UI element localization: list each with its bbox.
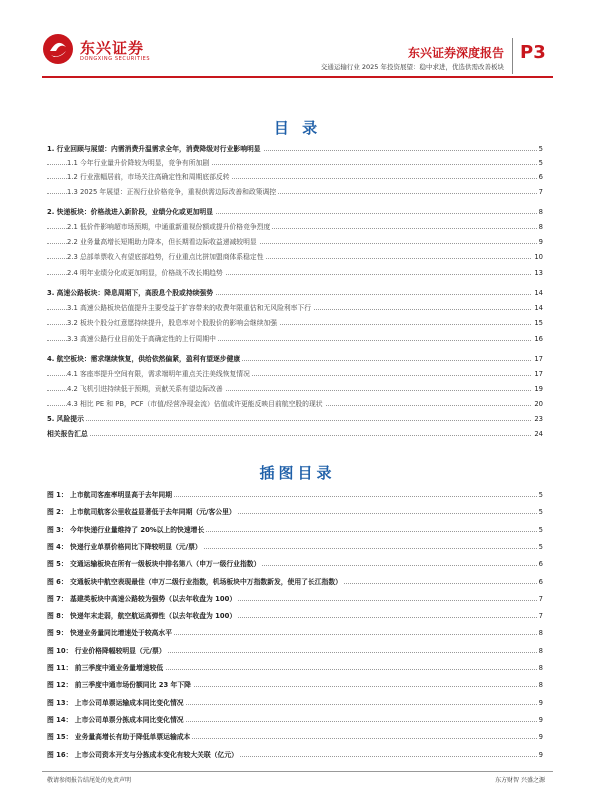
figure-entry-page: 7 [538, 612, 543, 621]
toc-entry-page: 24 [534, 430, 543, 438]
figure-entry[interactable] [47, 662, 543, 674]
figure-entry-title: 图 9： 快递业务量同比增速处于较高水平 [47, 629, 173, 638]
toc-entry-page: 8 [538, 208, 543, 216]
toc-entry[interactable] [47, 157, 543, 169]
figure-entry[interactable] [47, 524, 543, 536]
toc-entry-page: 15 [534, 319, 543, 327]
toc-entry[interactable] [47, 251, 543, 263]
toc-entry-page: 6 [538, 173, 543, 181]
figure-entry-title: 图 15： 业务量高增长有助于降低单票运输成本 [47, 733, 191, 742]
toc-entry-page: 14 [534, 304, 543, 312]
figure-entry[interactable] [47, 679, 543, 691]
figure-entry[interactable] [47, 714, 543, 726]
toc-entry-page: 17 [534, 355, 543, 363]
figure-entry-page: 8 [538, 681, 543, 690]
figure-entry-title: 图 8： 快递年末走弱，航空航运高弹性（以去年收盘为 100） [47, 612, 237, 621]
figure-entry-title: 图 14： 上市公司单票分拣成本同比变化情况 [47, 715, 184, 724]
toc-entry-page: 23 [534, 415, 543, 423]
figure-entry[interactable] [47, 558, 543, 570]
toc-entry[interactable] [47, 206, 543, 218]
header-divider [512, 38, 513, 74]
figure-entry[interactable] [47, 576, 543, 588]
toc-entry[interactable] [47, 236, 543, 248]
page-number: P3 [520, 42, 546, 63]
toc-entry-title: 2.2 业务量高增长短期助力降本，但长期看边际收益递减较明显 [67, 238, 257, 246]
toc-entry[interactable] [47, 287, 543, 299]
toc-entry[interactable] [47, 333, 543, 345]
figure-entry[interactable] [47, 697, 543, 709]
toc-entry[interactable] [47, 302, 543, 314]
figure-entry-page: 8 [538, 646, 543, 655]
figure-entry[interactable] [47, 506, 543, 518]
toc-entry-title: 4. 航空板块：需求继续恢复，供给依然偏紧，盈利有望逐步健康 [47, 355, 241, 363]
toc-entry-page: 16 [534, 335, 543, 343]
figure-entry-page: 6 [538, 577, 543, 586]
toc-entry[interactable] [47, 267, 543, 279]
figure-entry-page: 5 [538, 491, 543, 499]
toc-entry-page: 9 [538, 238, 543, 246]
figure-entry-page: 5 [538, 542, 543, 551]
header-rule [42, 76, 553, 78]
toc-entry-page: 7 [538, 188, 543, 196]
figure-entry-title: 图 11： 前三季度中通业务量增速较低 [47, 664, 164, 672]
toc-entry-page: 8 [538, 223, 543, 231]
toc-entry-page: 5 [538, 159, 543, 167]
toc-entry-page: 17 [534, 370, 543, 378]
toc-entry-title: 1.1 今年行业量升价降较为明显，竞争有所加剧 [67, 159, 210, 167]
toc-entry[interactable] [47, 383, 543, 395]
toc-entry-page: 13 [534, 269, 543, 277]
report-subtitle: 交通运输行业 2025 年投资展望：稳中求进，优选供需改善板块 [320, 63, 504, 71]
figure-entry-page: 6 [538, 560, 543, 569]
toc-entry-title: 4.2 飞机引进持续低于预期，贡献关系有望边际改善 [67, 385, 223, 393]
toc-entry-title: 5. 风险提示 [47, 415, 84, 423]
toc-entry[interactable] [47, 353, 543, 365]
toc-entry[interactable] [47, 171, 543, 183]
toc-entry-page: 14 [534, 289, 543, 297]
toc-entry-page: 19 [534, 385, 543, 393]
toc-entry[interactable] [47, 143, 543, 155]
figure-entry-title: 图 7： 基建类板块中高速公路较为强势（以去年收盘为 100） [47, 594, 237, 603]
logo-icon [42, 33, 74, 65]
figure-entry[interactable] [47, 731, 543, 743]
figure-entry-page: 9 [538, 733, 543, 742]
figure-entry-page: 5 [538, 508, 543, 517]
toc-entry-page: 20 [534, 400, 543, 408]
figure-entry[interactable] [47, 645, 543, 657]
figure-entry-page: 7 [538, 594, 543, 603]
toc-leader-dots [47, 420, 543, 421]
figure-entry[interactable] [47, 593, 543, 605]
figure-entry[interactable] [47, 610, 543, 622]
figure-entry-title: 图 1： 上市航司客座率明显高于去年同期 [47, 491, 173, 499]
toc-entry-title: 2. 快递板块：价格战进入新阶段，业绩分化或更加明显 [47, 208, 214, 216]
figure-entry-page: 9 [538, 698, 543, 707]
toc-entry-title: 3.1 高速公路板块估值提升主要受益于扩容带来的收费年限重估和无风险利率下行 [67, 304, 312, 312]
toc-entry-title: 3.2 板块个股分红意愿持续提升，股息率对个股股价的影响会继续加强 [67, 319, 278, 327]
toc-entry-title: 4.3 相比 PE 和 PB，PCF（市值/经营净现金流）估值或许更能反映目前航空股的现状 [67, 400, 323, 408]
toc-entry[interactable] [47, 413, 543, 425]
toc-leader-dots [47, 435, 543, 436]
toc-entry[interactable] [47, 317, 543, 329]
toc-entry-title: 相关报告汇总 [47, 430, 88, 438]
figure-entry-title: 图 5： 交通运输板块在所有一级板块中排名第八（申万一级行业指数） [47, 560, 261, 569]
report-title: 东兴证券深度报告 [407, 46, 504, 60]
figure-entry-title: 图 2： 上市航司航客公里收益显著低于去年同期（元/客公里） [47, 508, 236, 517]
toc-entry-page: 10 [534, 253, 543, 261]
toc-entry[interactable] [47, 186, 543, 198]
figure-entry-title: 图 6： 交通板块中航空表现最佳（申万二级行业指数，机场板块中万指数新发，使用了长江指数） [47, 577, 342, 586]
toc-title: 目 录 [273, 119, 322, 137]
figure-entry-page: 5 [538, 525, 543, 534]
toc-entry-title: 2.4 明年业绩分化或更加明显，价格战不改长期趋势 [67, 269, 223, 277]
toc-entry-title: 4.1 客座率提升空间有限，需求端明年重点关注美线恢复情况 [67, 370, 250, 378]
footer-rule [42, 771, 553, 772]
toc-entry[interactable] [47, 221, 543, 233]
figure-list-title: 插图目录 [259, 464, 336, 482]
figure-entry-title: 图 12： 前三季度中通市场份额同比 23 年下降 [47, 681, 191, 690]
toc-entry-title: 3.3 高速公路行业目前处于高确定性的上行周期中 [67, 335, 216, 343]
figure-entry[interactable] [47, 627, 543, 639]
toc-entry-page: 5 [538, 145, 543, 153]
figure-entry[interactable] [47, 749, 543, 761]
figure-entry-title: 图 4： 快递行业单票价格同比下降较明显（元/票） [47, 542, 202, 551]
toc-entry-title: 1.2 行业涨幅居前，市场关注高确定性和周期底部反转 [67, 173, 230, 181]
figure-entry-page: 8 [538, 629, 543, 638]
figure-entry-title: 图 16： 上市公司资本开支与分拣成本变化有较大关联（亿元） [47, 750, 238, 759]
figure-entry[interactable] [47, 489, 543, 501]
figure-entry[interactable] [47, 541, 543, 553]
toc-entry-title: 3. 高速公路板块：降息周期下，高股息个股或持续强势 [47, 289, 214, 297]
figure-entry-page: 8 [538, 664, 543, 672]
toc-entry[interactable] [47, 398, 543, 410]
toc-entry-title: 1. 行业回顾与展望：内需消费升温需求全年，消费降级对行业影响明显 [47, 145, 261, 153]
figure-entry-title: 图 10： 行业价格降幅较明显（元/票） [47, 646, 166, 655]
figure-entry-title: 图 13： 上市公司单票运输成本同比变化情况 [47, 698, 184, 707]
figure-entry-page: 9 [538, 715, 543, 724]
toc-entry-title: 2.3 总部单票收入有望底部趋势，行业重点比拼加盟商体系稳定性 [67, 253, 264, 261]
toc-entry-title: 1.3 2025 年展望：正视行业价格竞争，重视供需边际改善和政策调控 [67, 188, 277, 196]
toc-entry[interactable] [47, 368, 543, 380]
footer-disclaimer: 敬请参阅报告结尾处的免责声明 [47, 777, 132, 784]
logo-subtext: DONGXING SECURITIES [80, 56, 151, 62]
footer-slogan: 东方财智 兴盛之源 [495, 777, 545, 784]
figure-entry-title: 图 3： 今年快递行业量维持了 20%以上的快速增长 [47, 525, 205, 534]
toc-entry[interactable] [47, 428, 543, 440]
logo-text: 东兴证券 [80, 39, 145, 57]
toc-entry-title: 2.1 低价件影响超市场预期，中通重新重视份额或提升价格竞争烈度 [67, 223, 271, 231]
figure-entry-page: 9 [538, 750, 543, 759]
